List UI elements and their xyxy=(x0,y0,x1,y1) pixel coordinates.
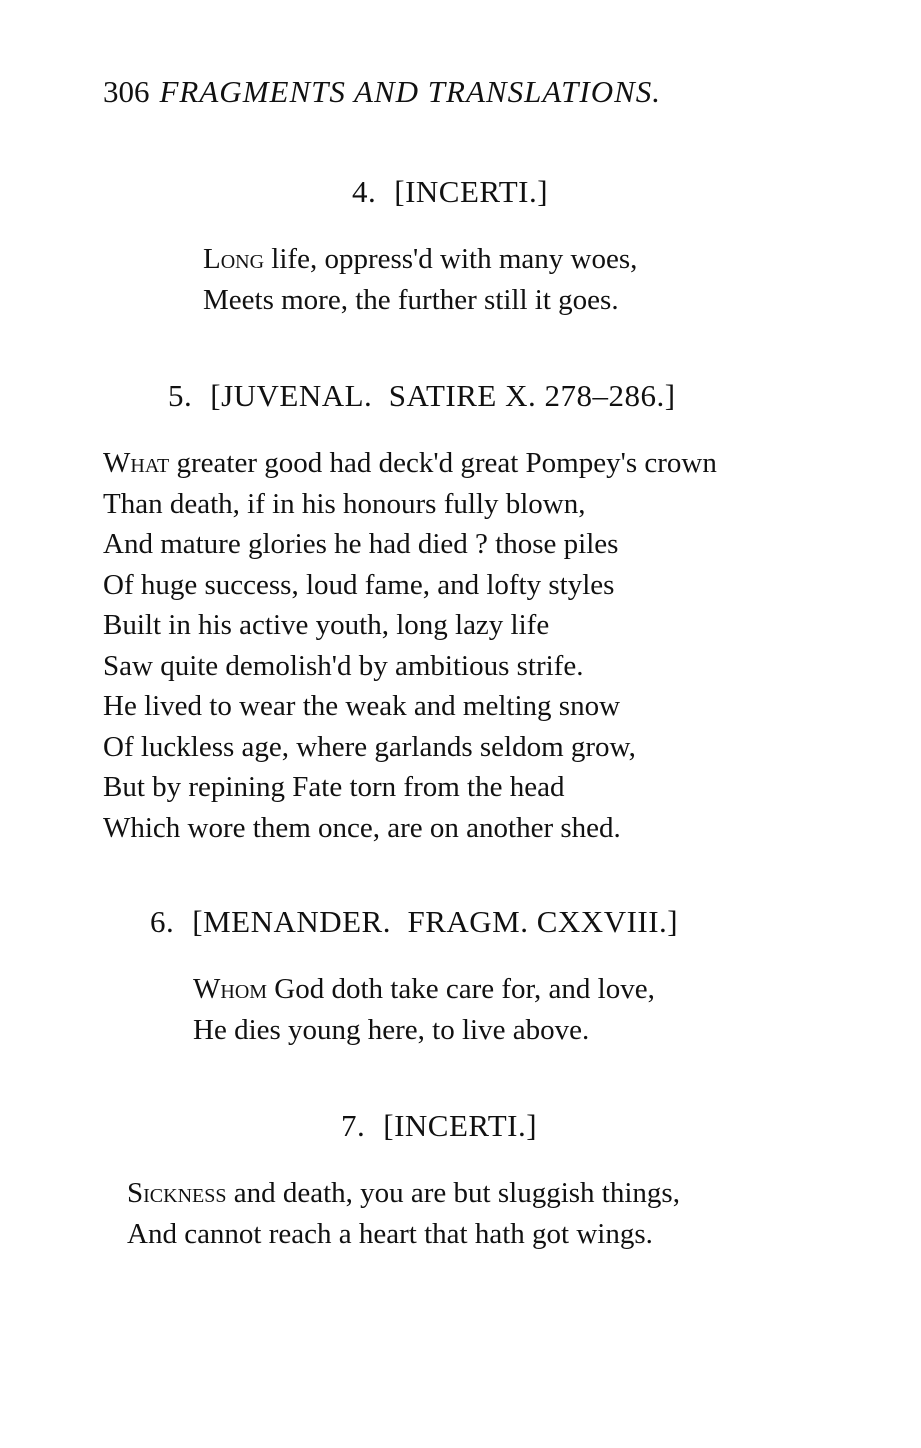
poem-line: Whom God doth take care for, and love, xyxy=(193,973,655,1005)
poem-line: He dies young here, to live above. xyxy=(193,1013,590,1046)
section-number: 6. xyxy=(150,904,175,939)
section-6-heading xyxy=(150,902,678,942)
page-number: 306 xyxy=(103,74,150,109)
section-4-heading xyxy=(352,172,548,212)
first-word: Sickness xyxy=(127,1177,227,1209)
section-number: 4. xyxy=(352,174,377,209)
poem-line: Than death, if in his honours fully blown, xyxy=(103,487,586,520)
poem-line: Which wore them once, are on another shed. xyxy=(103,811,621,844)
section-number: 5. xyxy=(168,378,193,413)
section-7-poem xyxy=(127,1173,680,1254)
poem-line: He lived to wear the weak and melting snow xyxy=(103,690,621,722)
poem-line: What greater good had deck'd great Pompey's crown xyxy=(103,447,717,479)
poem-line: And mature glories he had died ? those piles xyxy=(103,528,619,560)
section-5-poem xyxy=(103,443,717,848)
poem-line: Sickness and death, you are but sluggish things, xyxy=(127,1177,680,1209)
running-head-title: FRAGMENTS AND TRANSLATIONS. xyxy=(159,74,662,109)
poem-line: Long life, oppress'd with many woes, xyxy=(203,243,638,275)
section-7-heading xyxy=(341,1106,537,1146)
first-word: Whom xyxy=(193,973,268,1005)
first-word: Long xyxy=(203,243,265,275)
poem-line: Of huge success, loud fame, and lofty styles xyxy=(103,568,615,601)
section-title: [MENANDER. FRAGM. CXXVIII.] xyxy=(192,904,679,939)
poem-line: Meets more, the further still it goes. xyxy=(203,283,619,316)
section-4-poem xyxy=(203,239,637,320)
running-head xyxy=(103,72,823,112)
section-5-heading xyxy=(168,376,676,416)
first-word: What xyxy=(103,447,170,479)
poem-line: Saw quite demolish'd by ambitious strife. xyxy=(103,649,584,682)
section-title: [JUVENAL. SATIRE X. 278–286.] xyxy=(210,378,676,413)
poem-line: Of luckless age, where garlands seldom grow, xyxy=(103,730,636,763)
poem-line: And cannot reach a heart that hath got wings. xyxy=(127,1217,653,1250)
section-title: [INCERTI.] xyxy=(394,174,549,209)
poem-line: But by repining Fate torn from the head xyxy=(103,771,565,803)
section-6-poem xyxy=(193,969,655,1050)
section-title: [INCERTI.] xyxy=(383,1108,538,1143)
section-number: 7. xyxy=(341,1108,366,1143)
poem-line: Built in his active youth, long lazy life xyxy=(103,609,550,641)
